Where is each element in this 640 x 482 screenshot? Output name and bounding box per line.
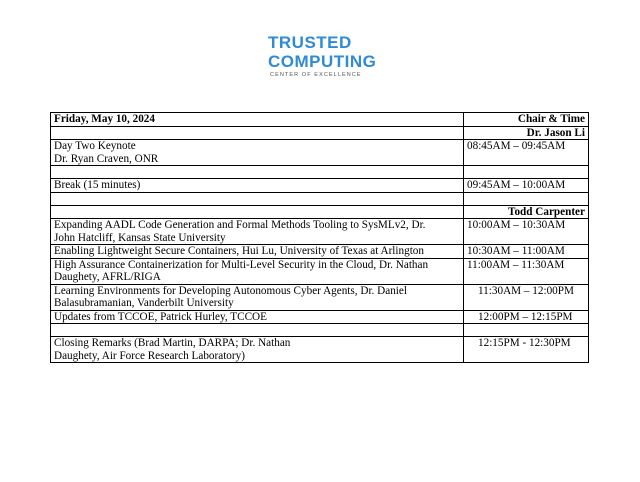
empty-cell bbox=[51, 126, 464, 140]
talk-time: 10:30AM – 11:00AM bbox=[464, 245, 589, 259]
talk-row bbox=[51, 219, 589, 245]
agenda-table bbox=[50, 112, 589, 363]
talk-line: Enabling Lightweight Secure Containers, Hui Lu, University of Texas at Arlington bbox=[54, 245, 424, 257]
keynote-row bbox=[51, 140, 589, 166]
keynote-cell bbox=[51, 140, 464, 166]
table-header-row bbox=[51, 113, 589, 127]
talk-title bbox=[51, 258, 464, 284]
talk-line: High Assurance Containerization for Multi-Level Security in the Cloud, Dr. Nathan bbox=[54, 258, 429, 271]
talk-row bbox=[51, 245, 589, 259]
session-chair: Dr. Jason Li bbox=[464, 126, 589, 140]
chair-row bbox=[51, 126, 589, 140]
closing-line: Closing Remarks (Brad Martin, DARPA; Dr. Nathan bbox=[54, 337, 291, 349]
talk-time: 12:00PM – 12:15PM bbox=[464, 310, 589, 324]
talk-line: Daughety, AFRL/RIGA bbox=[54, 271, 161, 283]
break-label: Break (15 minutes) bbox=[51, 179, 464, 193]
talk-line: Updates from TCCOE, Patrick Hurley, TCCOE bbox=[54, 310, 267, 323]
empty-cell bbox=[51, 205, 464, 219]
keynote-title: Day Two Keynote bbox=[54, 140, 136, 152]
talk-title bbox=[51, 310, 464, 324]
break-row bbox=[51, 179, 589, 193]
talk-title bbox=[51, 284, 464, 310]
closing-line: Daughety, Air Force Research Laboratory) bbox=[54, 349, 245, 362]
session-chair: Todd Carpenter bbox=[464, 205, 589, 219]
talk-row bbox=[51, 258, 589, 284]
talk-line: Balasubramanian, Vanderbilt University bbox=[54, 297, 234, 309]
talk-line: John Hatcliff, Kansas State University bbox=[54, 231, 226, 244]
logo-tagline: CENTER OF EXCELLENCE bbox=[270, 72, 362, 78]
chair-row bbox=[51, 205, 589, 219]
closing-time: 12:15PM - 12:30PM bbox=[464, 337, 589, 363]
spacer-row bbox=[51, 166, 589, 179]
break-time: 09:45AM – 10:00AM bbox=[464, 179, 589, 193]
trusted-computing-logo bbox=[268, 33, 377, 78]
chair-time-heading: Chair & Time bbox=[464, 113, 589, 127]
spacer-row bbox=[51, 324, 589, 337]
talk-time: 11:00AM – 11:30AM bbox=[464, 258, 589, 284]
logo-line-1: TRUSTED bbox=[268, 33, 352, 52]
talk-title bbox=[51, 219, 464, 245]
talk-time: 10:00AM – 10:30AM bbox=[464, 219, 589, 245]
closing-cell bbox=[51, 337, 464, 363]
keynote-speaker: Dr. Ryan Craven, ONR bbox=[54, 152, 159, 165]
talk-title bbox=[51, 245, 464, 259]
closing-row bbox=[51, 337, 589, 363]
talk-row bbox=[51, 284, 589, 310]
talk-line: Learning Environments for Developing Autonomous Cyber Agents, Dr. Daniel bbox=[54, 284, 407, 297]
logo-line-2: COMPUTING bbox=[268, 52, 377, 71]
talk-row bbox=[51, 310, 589, 324]
talk-time: 11:30AM – 12:00PM bbox=[464, 284, 589, 310]
keynote-time: 08:45AM – 09:45AM bbox=[464, 140, 589, 166]
date-heading: Friday, May 10, 2024 bbox=[51, 113, 464, 127]
talk-line: Expanding AADL Code Generation and Formal Methods Tooling to SysMLv2, Dr. bbox=[54, 219, 426, 231]
spacer-row bbox=[51, 192, 589, 205]
